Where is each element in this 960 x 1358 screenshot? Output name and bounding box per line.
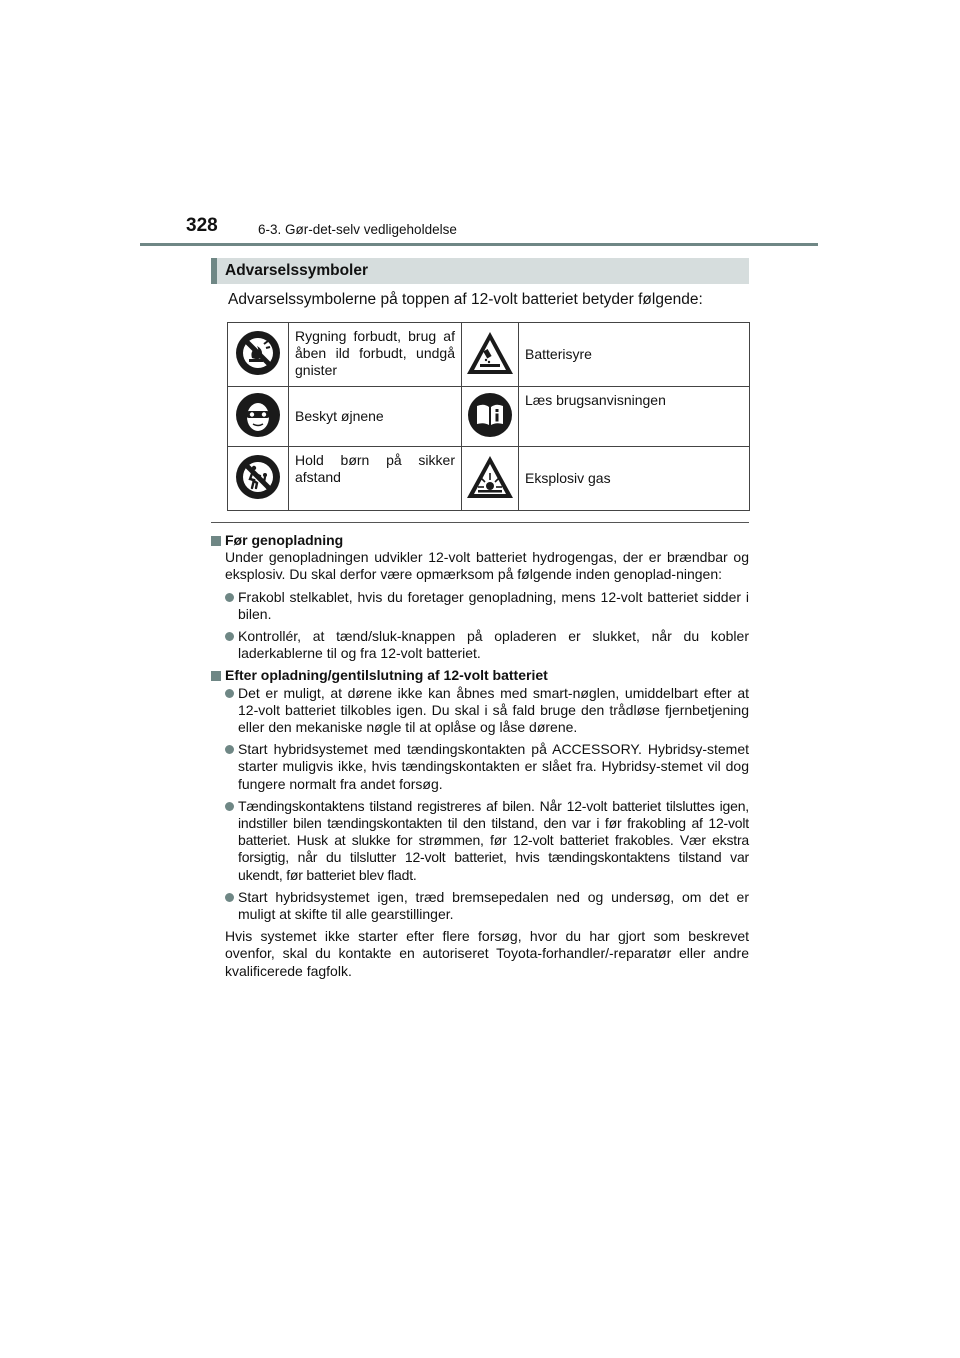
- chapter-title: 6-3. Gør-det-selv vedligeholdelse: [258, 222, 457, 237]
- round-bullet-icon: [225, 593, 234, 602]
- read-manual-icon: [467, 392, 513, 438]
- icon-cell: [228, 387, 289, 447]
- icon-cell: [462, 323, 519, 387]
- list-item: [225, 589, 749, 623]
- subheading-recharge: [211, 532, 749, 549]
- list-item: [225, 741, 749, 793]
- list-item-text: Start hybridsystemet igen, træd bremsepedalen ned og undersøg, om det er muligt at skifte til alle gearstillinger.: [238, 888, 749, 923]
- subheading-after: [211, 667, 749, 684]
- explosive-gas-icon: [465, 454, 515, 500]
- round-bullet-icon: [225, 632, 234, 641]
- no-smoking-flame-spark-icon: [235, 330, 281, 376]
- round-bullet-icon: [225, 689, 234, 698]
- square-bullet-icon: [211, 536, 221, 546]
- list-item-text: Start hybridsystemet med tændingskontakten på ACCESSORY. Hybridsy-stemet starter muligvis ikke, hvis tændingskontakten er slået fra. Hybridsy-stemet vil dog fungere normalt fra andet forsøg.: [238, 741, 749, 792]
- square-bullet-icon: [211, 671, 221, 681]
- list-item: [225, 685, 749, 737]
- symbol-description: Rygning forbudt, brug af åben ild forbudt, undgå gnister: [289, 323, 462, 387]
- table-row: [228, 447, 750, 511]
- subheading-text: Efter opladning/gentilslutning af 12-volt batteriet: [225, 667, 548, 684]
- icon-cell: [228, 447, 289, 511]
- round-bullet-icon: [225, 802, 234, 811]
- round-bullet-icon: [225, 893, 234, 902]
- table-row: [228, 323, 750, 387]
- icon-cell: [462, 447, 519, 511]
- header-rule: [140, 243, 818, 246]
- page-number: 328: [186, 215, 218, 236]
- icon-cell: [228, 323, 289, 387]
- keep-children-away-icon: [235, 454, 281, 500]
- section-heading-bar: [211, 258, 749, 284]
- symbol-description: Hold børn på sikker afstand: [289, 447, 462, 511]
- list-item-text: Det er muligt, at dørene ikke kan åbnes med smart-nøglen, umiddelbart efter at 12-volt batteriet tilkobles igen. Du skal i så fald bruge den trådløse fjernbetjening eller den mekaniske nøgle til at oplåse og låse dørene.: [238, 684, 749, 736]
- intro-text: Advarselssymbolerne på toppen af 12-volt batteriet betyder følgende:: [228, 291, 703, 308]
- symbol-description: Læs brugsanvisningen: [519, 387, 750, 447]
- list-item: [225, 889, 749, 923]
- list-item-text: Kontrollér, at tænd/sluk-knappen på opladeren er slukket, når du kobler laderkablerne til og fra 12-volt batteriet.: [238, 628, 749, 662]
- list-item-text: Frakobl stelkablet, hvis du foretager genopladning, mens 12-volt batteriet sidder i bilen.: [238, 588, 749, 622]
- warning-symbols-table: [227, 322, 750, 511]
- closing-paragraph: Hvis systemet ikke starter efter flere forsøg, hvor du har gjort som beskrevet ovenfor, skal du kontakte en autoriseret Toyota-forhandler/-reparatør eller andre kvalificerede fagfolk.: [225, 928, 749, 979]
- section-title: Advarselssymboler: [225, 262, 369, 279]
- battery-acid-icon: [465, 330, 515, 376]
- symbol-description: Eksplosiv gas: [519, 447, 750, 511]
- section-accent: [211, 258, 217, 284]
- symbol-description: Beskyt øjnene: [289, 387, 462, 447]
- round-bullet-icon: [225, 745, 234, 754]
- icon-cell: [462, 387, 519, 447]
- table-row: [228, 387, 750, 447]
- section-separator: [211, 522, 749, 523]
- body-content: [211, 530, 749, 985]
- symbol-description: Batterisyre: [519, 323, 750, 387]
- list-item: [225, 798, 749, 884]
- eye-protection-icon: [235, 392, 281, 438]
- list-item: [225, 628, 749, 662]
- subheading-text: Før genopladning: [225, 532, 344, 548]
- paragraph: Under genopladningen udvikler 12-volt batteriet hydrogengas, der er brændbar og eksplosiv. Du skal derfor være opmærksom på følgende inden genoplad-ningen:: [225, 549, 749, 583]
- list-item-text: Tændingskontaktens tilstand registreres af bilen. Når 12-volt batteriet tilsluttes igen, indstiller bilen tændingskontakten til den tilstand, den var i før frakobling af 12-volt batteriet. Husk at slukke for strømmen, før 12-volt batteriet frakobles. Vær ekstra forsigtig, når du tilslutter 12-volt batteriet, hvis tændingskontaktens tilstand var ukendt, før batteriet blev fladt.: [238, 797, 749, 883]
